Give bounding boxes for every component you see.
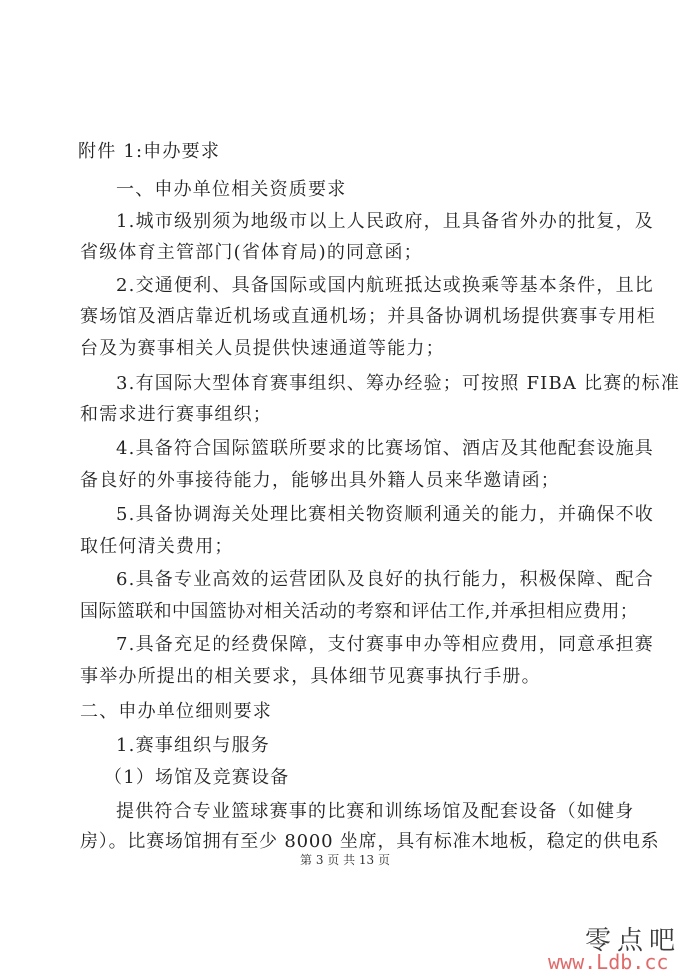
item1-line1: 1.城市级别须为地级市以上人民政府，且具备省外办的批复，及 <box>116 211 654 232</box>
watermark-name: 零点吧 <box>585 926 682 956</box>
item4-line2: 备良好的外事接待能力，能够出具外籍人员来华邀请函； <box>80 470 560 491</box>
item6-line2: 国际篮联和中国篮协对相关活动的考察和评估工作,并承担相应费用； <box>80 601 639 622</box>
item6-line1: 6.具备专业高效的运营团队及良好的执行能力，积极保障、配合 <box>116 569 654 590</box>
item5-line1: 5.具备协调海关处理比赛相关物资顺利通关的能力，并确保不收 <box>116 504 654 525</box>
item4-line1: 4.具备符合国际篮联所要求的比赛场馆、酒店及其他配套设施具 <box>116 438 654 459</box>
para-line2: 房）。比赛场馆拥有至少 8000 坐席，具有标准木地板，稳定的供电系 <box>80 831 660 852</box>
item7-line2: 事举办所提出的相关要求，具体细节见赛事执行手册。 <box>80 666 541 687</box>
page-footer: 第 3 页 共 13 页 <box>300 853 390 867</box>
attachment-title: 附件 1:申办要求 <box>78 141 221 162</box>
item5-line2: 取任何清关费用； <box>80 536 234 557</box>
item2-line3: 台及为赛事相关人员提供快速通道等能力； <box>80 338 445 359</box>
para-line1: 提供符合专业篮球赛事的比赛和训练场馆及配套设备（如健身 <box>116 801 635 822</box>
item3-line2: 和需求进行赛事组织； <box>80 404 272 425</box>
item2-line1: 2.交通便利、具备国际或国内航班抵达或换乘等基本条件，且比 <box>116 275 654 296</box>
subsection1-heading: 1.赛事组织与服务 <box>116 735 270 756</box>
section1-heading: 一、申办单位相关资质要求 <box>116 179 347 200</box>
subsubsection1-heading: （1）场馆及竞赛设备 <box>104 767 290 788</box>
item2-line2: 赛场馆及酒店靠近机场或直通机场；并具备协调机场提供赛事专用柜 <box>80 306 656 327</box>
item1-line2: 省级体育主管部门(省体育局)的同意函； <box>80 242 423 263</box>
item7-line1: 7.具备充足的经费保障，支付赛事申办等相应费用，同意承担赛 <box>116 634 654 655</box>
item3-line1: 3.有国际大型体育赛事组织、筹办经验；可按照 FIBA 比赛的标准 <box>116 373 681 394</box>
watermark-url: www.Ldb.cc <box>548 950 669 974</box>
section2-heading: 二、申办单位细则要求 <box>80 701 272 722</box>
